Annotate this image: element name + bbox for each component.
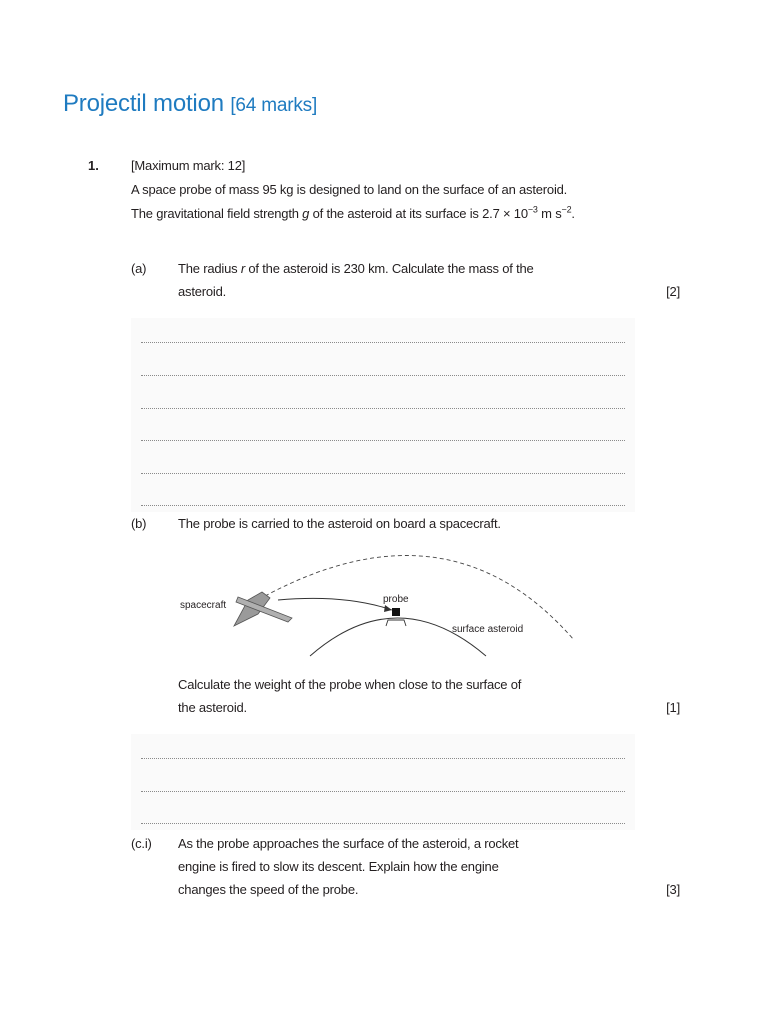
answer-line: [141, 758, 625, 759]
probe-icon: [392, 608, 400, 616]
intro-line-2-var: g: [302, 206, 310, 221]
intro-line-2-end: .: [571, 206, 575, 221]
answer-line: [141, 505, 625, 506]
answer-line: [141, 823, 625, 824]
part-b-text: The probe is carried to the asteroid on board a spacecraft.: [178, 516, 501, 531]
part-ci-label: (c.i): [131, 836, 152, 851]
answer-line: [141, 408, 625, 409]
part-ci-line-2: engine is fired to slow its descent. Explain how the engine: [178, 859, 499, 874]
part-a-line-1-post: of the asteroid is 230 km. Calculate the mass of the: [244, 261, 534, 276]
part-a-line-1-var: r: [240, 261, 245, 276]
part-a-marks: [2]: [666, 284, 680, 299]
part-ci-marks: [3]: [666, 882, 680, 897]
surface-label: surface asteroid: [452, 624, 524, 635]
page-title: [63, 90, 317, 118]
answer-line: [141, 375, 625, 376]
intro-line-2-pre: The gravitational field strength: [131, 206, 303, 221]
part-b-calc-line-1: Calculate the weight of the probe when close to the surface of: [178, 677, 522, 692]
transfer-arrow: [278, 598, 392, 610]
intro-line-2-unit: m s: [537, 206, 562, 221]
question-number: 1.: [88, 158, 99, 173]
part-a-label: (a): [131, 261, 147, 276]
spacecraft-diagram: [170, 552, 590, 664]
trajectory-arc: [265, 556, 574, 641]
part-ci-line-3: changes the speed of the probe.: [178, 882, 359, 897]
probe-label: probe: [383, 594, 409, 605]
answer-line: [141, 440, 625, 441]
answer-box-a[interactable]: [131, 318, 635, 512]
intro-line-2-post: of the asteroid at its surface is 2.7 × 10: [309, 206, 528, 221]
part-b-calc-line-2: the asteroid.: [178, 700, 247, 715]
part-a-line-2: asteroid.: [178, 284, 227, 299]
landing-pad: [386, 620, 406, 626]
answer-box-b[interactable]: [131, 734, 635, 830]
intro-line-1: A space probe of mass 95 kg is designed to land on the surface of an asteroid.: [131, 182, 568, 197]
part-a-line-1-pre: The radius: [178, 261, 241, 276]
spacecraft-icon: [234, 592, 292, 626]
part-b-marks: [1]: [666, 700, 680, 715]
answer-line: [141, 473, 625, 474]
intro-line-2-unit-exp: −2: [561, 204, 572, 215]
answer-line: [141, 791, 625, 792]
max-mark: [Maximum mark: 12]: [131, 158, 246, 173]
part-a-line-1: [178, 257, 534, 280]
arrow-head: [384, 605, 392, 612]
intro-line-2: [131, 202, 575, 225]
title-text: Projectil motion: [63, 90, 224, 117]
intro-line-2-exp: −3: [527, 204, 538, 215]
spacecraft-label: spacecraft: [180, 600, 227, 611]
answer-line: [141, 342, 625, 343]
part-ci-line-1: As the probe approaches the surface of the asteroid, a rocket: [178, 836, 519, 851]
part-b-label: (b): [131, 516, 147, 531]
title-marks: [64 marks]: [230, 95, 318, 116]
